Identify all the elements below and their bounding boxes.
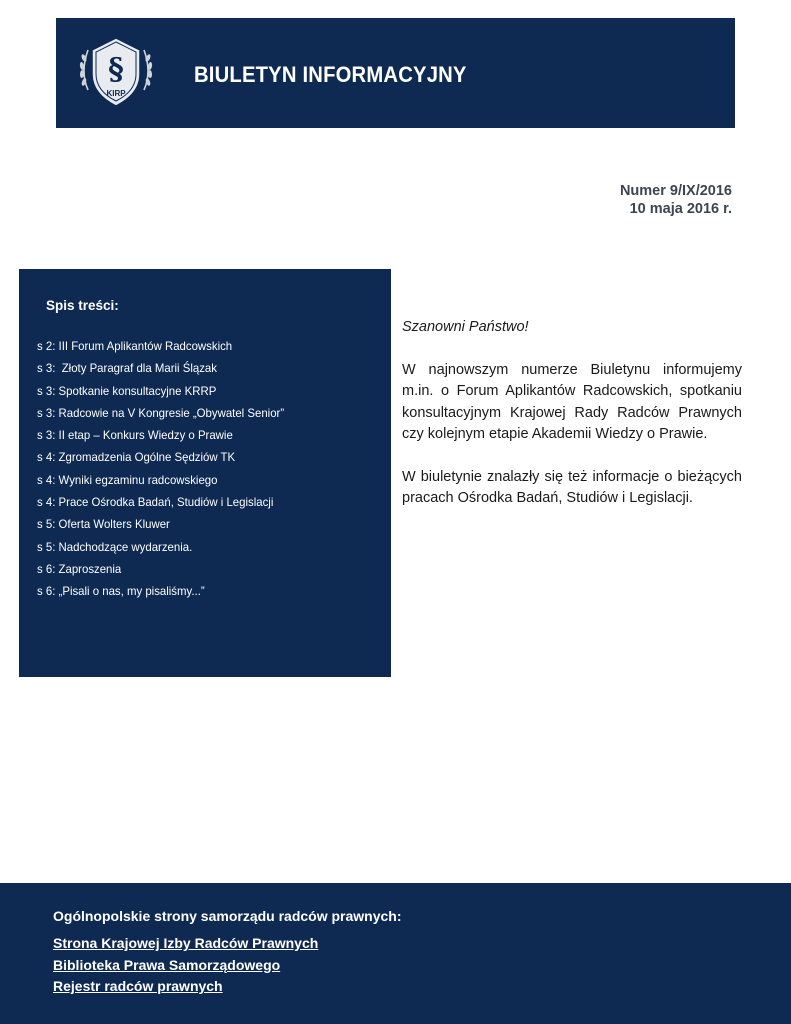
svg-text:§: § xyxy=(108,52,124,87)
footer-links xyxy=(53,933,318,998)
toc-item[interactable]: s 3: Złoty Paragraf dla Marii Ślązak xyxy=(37,361,217,376)
issue-number: Numer 9/IX/2016 xyxy=(619,183,732,199)
toc-title: Spis treści: xyxy=(46,298,119,313)
toc-item[interactable]: s 3: Radcowie na V Kongresie „Obywatel Senior” xyxy=(37,405,285,420)
letter-greeting: Szanowni Państwo! xyxy=(402,319,529,335)
footer-heading: Ogólnopolskie strony samorządu radców prawnych: xyxy=(53,908,402,924)
header-banner xyxy=(56,18,735,128)
link-biblioteka-prawa[interactable]: Biblioteka Prawa Samorządowego xyxy=(53,956,281,973)
toc-item[interactable]: s 6: „Pisali o nas, my pisaliśmy...” xyxy=(37,584,205,599)
toc-item[interactable]: s 3: Spotkanie konsultacyjne KRRP xyxy=(37,383,217,398)
intro-letter xyxy=(402,317,742,531)
issue-info xyxy=(620,182,732,218)
toc-item[interactable]: s 5: Nadchodzące wydarzenia. xyxy=(37,539,193,554)
svg-text:KIRP: KIRP xyxy=(106,89,126,98)
toc-item[interactable]: s 3: II etap – Konkurs Wiedzy o Prawie xyxy=(37,428,233,443)
toc-list xyxy=(37,335,297,603)
krp-logo xyxy=(76,32,156,112)
link-krajowa-izba[interactable]: Strona Krajowej Izby Radców Prawnych xyxy=(53,935,319,951)
letter-paragraph: W najnowszym numerze Biuletynu informujemy m.in. o Forum Aplikantów Radcowskich, spotkaniu konsultacyjnym Krajowej Rady Radców Prawnych czy kolejnym etapie Akademii Wiedzy o Prawie. xyxy=(402,361,742,442)
toc-item[interactable]: s 4: Zgromadzenia Ogólne Sędziów TK xyxy=(37,450,236,465)
toc-item[interactable]: s 4: Wyniki egzaminu radcowskiego xyxy=(37,472,218,487)
toc-item[interactable]: s 6: Zaproszenia xyxy=(37,561,122,576)
toc-item[interactable]: s 5: Oferta Wolters Kluwer xyxy=(37,517,170,532)
link-rejestr-radcow[interactable]: Rejestr radców prawnych xyxy=(53,978,223,994)
letter-paragraph: W biuletynie znalazły się też informacje o bieżących pracach Ośrodka Badań, Studiów i Legislacji. xyxy=(402,468,742,506)
footer xyxy=(0,883,791,1024)
bulletin-title: BIULETYN INFORMACYJNY xyxy=(194,62,467,87)
table-of-contents xyxy=(19,269,391,677)
toc-item[interactable]: s 4: Prace Ośrodka Badań, Studiów i Legislacji xyxy=(37,495,274,510)
toc-item[interactable]: s 2: III Forum Aplikantów Radcowskich xyxy=(37,339,233,353)
issue-date: 10 maja 2016 r. xyxy=(629,201,732,217)
